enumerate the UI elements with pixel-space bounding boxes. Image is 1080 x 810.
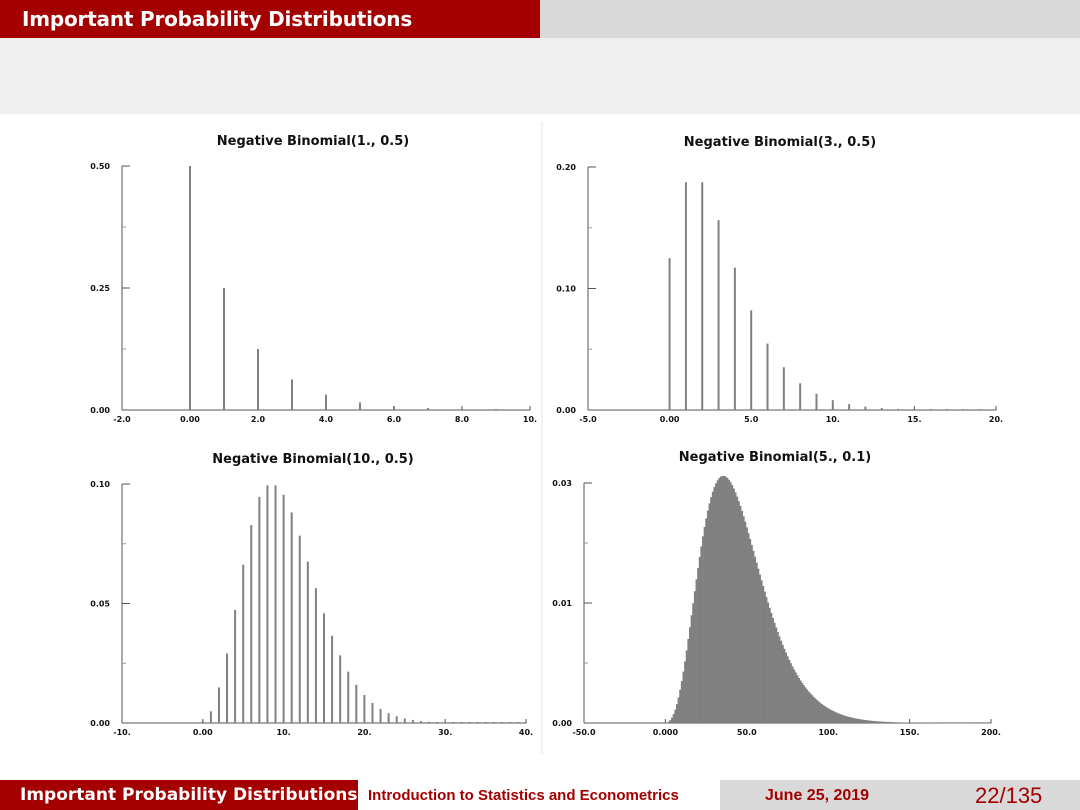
bar bbox=[946, 409, 948, 410]
bar bbox=[962, 409, 964, 410]
bar bbox=[436, 722, 438, 723]
y-tick-label: 0.01 bbox=[552, 599, 572, 608]
bar bbox=[501, 722, 503, 723]
bar bbox=[202, 721, 204, 723]
bar bbox=[257, 349, 259, 410]
bar bbox=[881, 408, 883, 410]
header-right-panel bbox=[540, 0, 1080, 38]
chart-panel-4 bbox=[552, 450, 1001, 737]
x-tick-label: 10. bbox=[825, 415, 840, 424]
bar bbox=[323, 613, 325, 723]
bar bbox=[750, 310, 752, 410]
bar bbox=[412, 720, 414, 723]
bar bbox=[325, 395, 327, 410]
chart-panel-3 bbox=[90, 452, 533, 737]
bar bbox=[701, 182, 703, 410]
bar bbox=[848, 404, 850, 410]
bar bbox=[913, 409, 915, 410]
x-tick-label: 2.0 bbox=[250, 415, 266, 424]
bar bbox=[669, 258, 671, 410]
bar bbox=[529, 409, 531, 410]
bar bbox=[396, 716, 398, 723]
x-tick-label: 15. bbox=[907, 415, 922, 424]
bar bbox=[864, 407, 866, 410]
bar bbox=[979, 409, 981, 410]
y-tick-label: 0.03 bbox=[552, 479, 572, 488]
y-tick-label: 0.10 bbox=[556, 284, 576, 294]
bar bbox=[444, 722, 446, 723]
bar bbox=[517, 722, 519, 723]
bar bbox=[393, 406, 395, 410]
bar bbox=[218, 687, 220, 723]
y-tick-label: 0.00 bbox=[90, 719, 110, 728]
x-tick-label: 30. bbox=[438, 728, 453, 737]
bar bbox=[685, 182, 687, 410]
bar bbox=[283, 495, 285, 723]
bar bbox=[380, 709, 382, 723]
bar bbox=[897, 409, 899, 410]
bar bbox=[223, 288, 225, 410]
x-tick-label: 6.0 bbox=[386, 415, 402, 424]
y-tick-label: 0.10 bbox=[90, 480, 110, 489]
bar bbox=[427, 408, 429, 410]
bar bbox=[291, 512, 293, 723]
x-tick-label: 5.0 bbox=[744, 415, 759, 424]
chart-panel-2 bbox=[556, 135, 1003, 424]
subheader-band bbox=[0, 38, 1080, 114]
bar bbox=[315, 588, 317, 723]
chart-title: Negative Binomial(3., 0.5) bbox=[683, 135, 877, 150]
bar bbox=[371, 703, 373, 723]
bar bbox=[266, 485, 268, 723]
charts-figure bbox=[0, 114, 1080, 780]
x-tick-label: 10. bbox=[522, 415, 538, 424]
y-tick-label: 0.00 bbox=[552, 719, 572, 728]
x-tick-label: 0.00 bbox=[659, 415, 680, 424]
bar bbox=[331, 636, 333, 723]
x-tick-label: -5.0 bbox=[579, 415, 597, 424]
header-bar bbox=[0, 0, 540, 38]
x-tick-label: 0.00 bbox=[180, 415, 200, 424]
x-tick-label: -10. bbox=[113, 728, 131, 737]
bar bbox=[339, 655, 341, 723]
bar bbox=[718, 220, 720, 410]
bar bbox=[347, 672, 349, 723]
bar bbox=[930, 409, 932, 410]
bar bbox=[995, 409, 997, 410]
x-tick-label: 0.000 bbox=[652, 728, 679, 737]
y-tick-label: 0.00 bbox=[556, 406, 576, 415]
x-tick-label: 4.0 bbox=[318, 415, 334, 424]
bar bbox=[242, 565, 244, 723]
footer-section[interactable]: Important Probability Distributions bbox=[0, 780, 358, 810]
bar bbox=[452, 722, 454, 723]
y-tick-label: 0.25 bbox=[90, 284, 110, 293]
bar bbox=[355, 685, 357, 723]
y-tick-label: 0.50 bbox=[90, 162, 110, 171]
bar bbox=[359, 402, 361, 410]
bar bbox=[428, 722, 430, 723]
bar bbox=[468, 722, 470, 723]
x-tick-label: -2.0 bbox=[113, 415, 131, 424]
chart-title: Negative Binomial(1., 0.5) bbox=[216, 134, 410, 149]
bar bbox=[799, 383, 801, 410]
x-tick-label: 20. bbox=[988, 415, 1004, 424]
bar bbox=[291, 380, 293, 411]
bar bbox=[250, 525, 252, 723]
bar bbox=[234, 610, 236, 723]
bar bbox=[477, 722, 479, 723]
x-tick-label: 10. bbox=[276, 728, 291, 737]
bar bbox=[363, 695, 365, 723]
bar bbox=[210, 711, 212, 723]
y-tick-label: 0.05 bbox=[90, 599, 110, 609]
bar bbox=[485, 722, 487, 723]
bar bbox=[832, 400, 834, 410]
bar bbox=[734, 268, 736, 410]
bar bbox=[815, 394, 817, 410]
y-tick-label: 0.00 bbox=[90, 406, 110, 415]
page-number[interactable]: 22/135 bbox=[975, 783, 1043, 808]
x-tick-label: 200. bbox=[981, 728, 1001, 737]
bar bbox=[783, 367, 785, 410]
footer-date: June 25, 2019 bbox=[765, 787, 870, 804]
x-tick-label: 20. bbox=[357, 728, 372, 737]
bar bbox=[258, 497, 260, 723]
bar bbox=[275, 485, 277, 723]
bar bbox=[388, 713, 390, 723]
chart-title: Negative Binomial(10., 0.5) bbox=[212, 452, 414, 467]
bar bbox=[420, 721, 422, 723]
bar bbox=[509, 722, 511, 723]
x-tick-label: 8.0 bbox=[454, 415, 470, 424]
bar bbox=[493, 722, 495, 723]
footer-course[interactable]: Introduction to Statistics and Econometrics bbox=[358, 780, 720, 810]
x-tick-label: 100. bbox=[818, 728, 839, 737]
x-tick-label: 150. bbox=[899, 728, 920, 737]
x-tick-label: 50.0 bbox=[736, 728, 757, 737]
chart-panel-1 bbox=[90, 134, 537, 424]
bar bbox=[460, 722, 462, 723]
bar bbox=[495, 409, 497, 410]
x-tick-label: 0.00 bbox=[192, 728, 213, 737]
bar bbox=[307, 562, 309, 723]
bar bbox=[226, 653, 228, 723]
footer bbox=[0, 780, 1080, 810]
bar bbox=[404, 718, 406, 723]
bar bbox=[189, 166, 191, 410]
x-tick-label: -50.0 bbox=[572, 728, 596, 737]
bar bbox=[525, 722, 527, 723]
y-tick-label: 0.20 bbox=[556, 163, 576, 172]
page-title: Important Probability Distributions bbox=[22, 7, 413, 31]
bar bbox=[461, 409, 463, 410]
bar bbox=[299, 536, 301, 723]
x-tick-label: 40. bbox=[518, 728, 534, 737]
bar bbox=[767, 344, 769, 410]
chart-title: Negative Binomial(5., 0.1) bbox=[678, 450, 872, 465]
